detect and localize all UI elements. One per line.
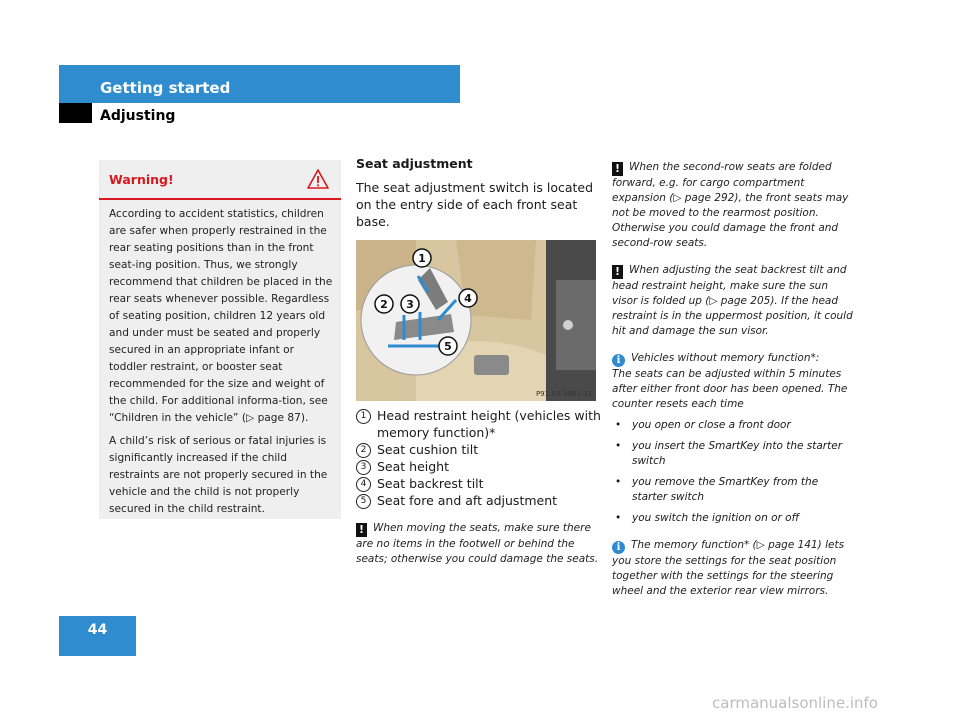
warning-triangle-icon [307, 169, 329, 189]
seat-adjustment-title: Seat adjustment [356, 156, 473, 171]
seat-note [356, 521, 601, 567]
list-item [356, 458, 601, 475]
exclamation-icon: ! [612, 265, 623, 279]
item-text: Seat height [377, 459, 450, 474]
item-number: 5 [356, 494, 371, 509]
list-item: • you insert the SmartKey into the starter switch [612, 439, 856, 469]
item-text: Head restraint height (vehicles with memory function)* [377, 408, 601, 440]
page-number-box [59, 616, 136, 656]
note-text: When the second-row seats are folded forward, e.g. for cargo compartment expansion (▷ page 292), the front seats may not be moved to the rearmost position. Otherwise you could damage the front and second-row seats. [612, 161, 849, 249]
page-number: 44 [87, 622, 108, 638]
list-item [356, 441, 601, 458]
seat-note-text: When moving the seats, make sure there are no items in the footwell or behind the seats; otherwise you could damage the seats. [356, 522, 599, 565]
warning-body [99, 200, 341, 518]
notes-column [612, 160, 856, 611]
svg-text:2: 2 [380, 298, 388, 311]
image-code: P91.10-3061-31 [535, 390, 592, 398]
warning-paragraph: According to accident statistics, children are safer when properly restrained in the rear seating positions than in the front seat-ing position. Thus, we strongly recommend that children be placed in the rear seats whenever possible. Regardless of seating position, children 12 years old and under must be seated and properly secured in an appropriate infant or toddler restraint, or booster seat recommended for the size and weight of the child. For additional informa-tion, see “Children in the vehicle” (▷ page 87). [109, 208, 333, 424]
info-text: The memory function* (▷ page 141) lets you store the settings for the seat position together with the settings for the steering wheel and the exterior rear view mirrors. [612, 539, 845, 597]
item-text: Seat cushion tilt [377, 442, 479, 457]
seat-switch-illustration [356, 240, 596, 401]
info-icon: i [612, 541, 625, 554]
item-number: 1 [356, 409, 371, 424]
item-text: Seat fore and aft adjustment [377, 493, 558, 508]
list-item [356, 475, 601, 492]
warning-header [99, 160, 341, 200]
warning-title: Warning! [109, 172, 174, 187]
info-icon: i [612, 354, 625, 367]
header-marker [59, 103, 92, 123]
warning-box [99, 160, 341, 519]
subsection-title: Adjusting [100, 108, 176, 124]
note-sun-visor [612, 263, 856, 339]
section-title: Getting started [100, 79, 231, 97]
item-number: 3 [356, 460, 371, 475]
seat-adjustment-intro: The seat adjustment switch is located on the entry side of each front seat base. [356, 180, 594, 229]
info-heading: Vehicles without memory function*: [631, 352, 820, 364]
reset-conditions-list [612, 418, 856, 526]
list-item [356, 407, 601, 441]
info-text: The seats can be adjusted within 5 minutes after either front door has been opened. The counter resets each time [612, 368, 848, 410]
watermark: carmanualsonline.info [712, 694, 878, 712]
item-number: 2 [356, 443, 371, 458]
svg-text:5: 5 [444, 340, 452, 353]
info-memory-function [612, 538, 856, 599]
adjustment-list [356, 407, 601, 509]
list-item: • you switch the ignition on or off [612, 511, 856, 526]
exclamation-icon: ! [356, 523, 367, 537]
list-item [356, 492, 601, 509]
seat-switch-photo [356, 240, 596, 401]
warning-paragraph: A child’s risk of serious or fatal injuries is significantly increased if the child restraints are not properly secured in the vehicle and the child is not properly secured in the child restraint. [109, 435, 328, 515]
info-no-memory [612, 351, 856, 412]
item-text: Seat backrest tilt [377, 476, 484, 491]
note-second-row [612, 160, 856, 251]
list-item: • you remove the SmartKey from the starter switch [612, 475, 856, 505]
svg-text:3: 3 [406, 298, 414, 311]
item-number: 4 [356, 477, 371, 492]
seat-adjustment-section [356, 156, 601, 567]
note-text: When adjusting the seat backrest tilt and head restraint height, make sure the sun visor is folded up (▷ page 205). If the head restraint is in the uppermost position, it could hit and damage the sun visor. [612, 264, 853, 337]
svg-text:4: 4 [464, 292, 472, 305]
svg-text:1: 1 [418, 252, 426, 265]
exclamation-icon: ! [612, 162, 623, 176]
list-item: • you open or close a front door [612, 418, 856, 433]
